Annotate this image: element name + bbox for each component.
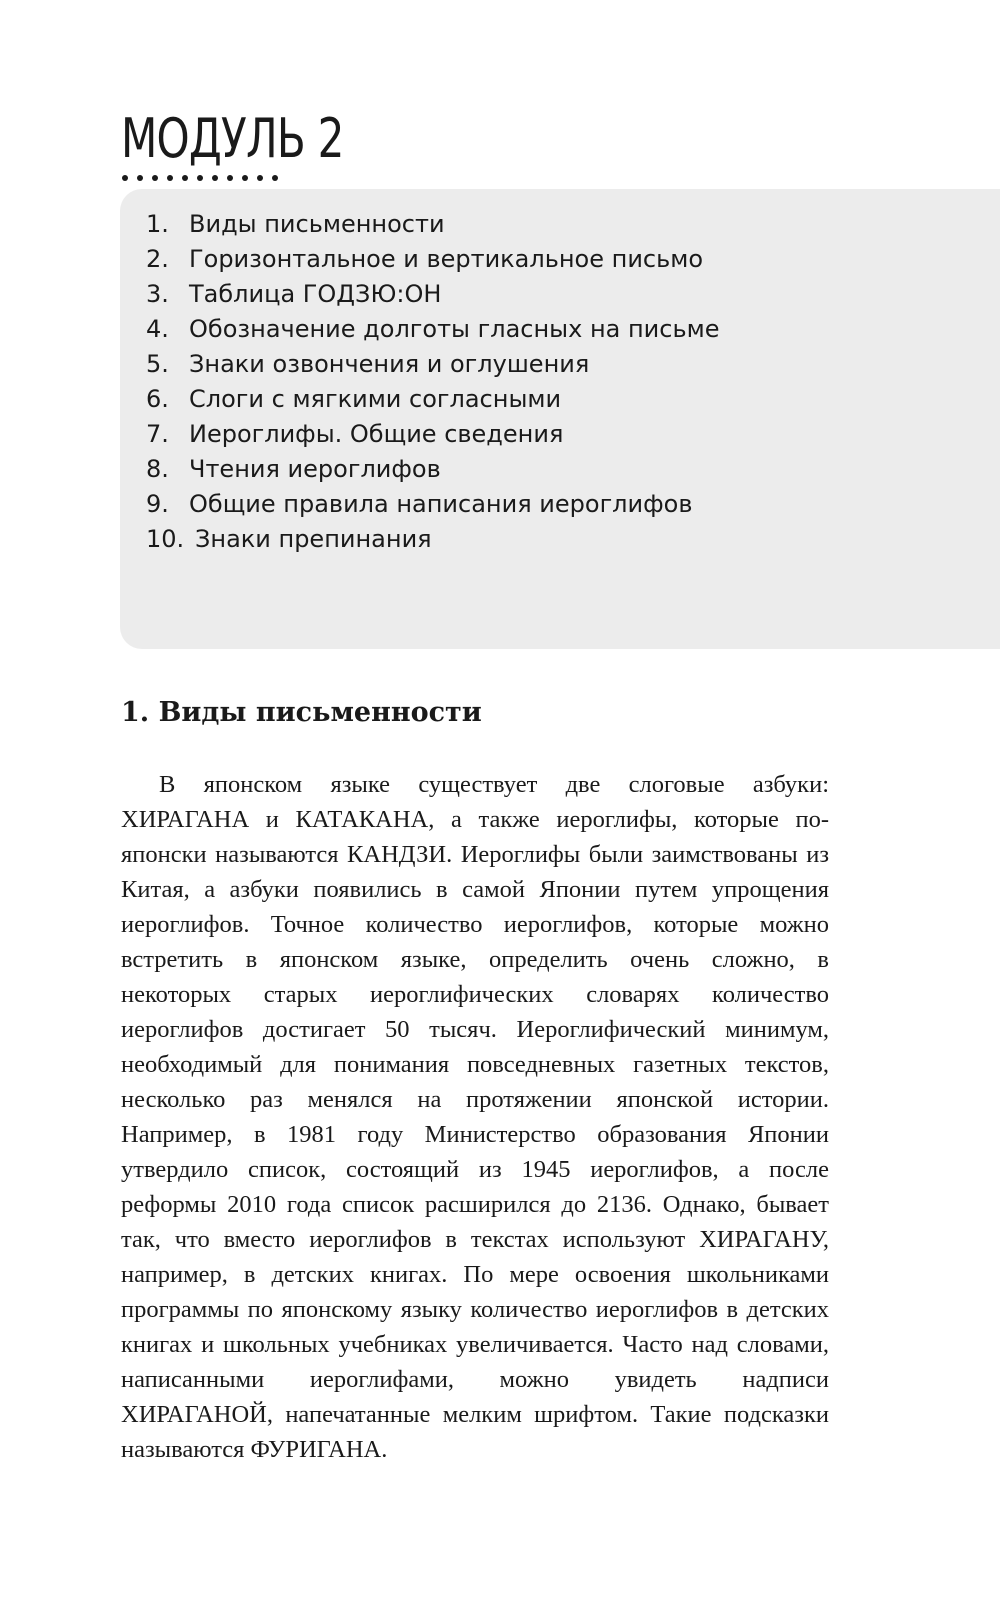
toc-item-number: 8. xyxy=(146,455,169,483)
toc-item-label: Горизонтальное и вертикальное письмо xyxy=(189,245,704,273)
toc-item xyxy=(146,382,719,417)
toc-item-number: 6. xyxy=(146,385,169,413)
divider-dot xyxy=(152,175,158,181)
body-paragraph: В японском языке существует две слоговые азбуки: ХИРАГАНА и КАТАКАНА, а также иероглифы, которые по-японски называются КАНДЗИ. Иероглифы были заимствованы из Китая, а азбуки появились в самой Японии путем упрощения иероглифов. Точное количество иероглифов, которые можно встретить в японском языке, определить очень сложно, в некоторых старых иероглифических словарях количество иероглифов достигает 50 тысяч. Иероглифический минимум, необходимый для понимания повседневных газетных текстов, несколько раз менялся на протяжении японской истории. Например, в 1981 году Министерство образования Японии утвердило список, состоящий из 1945 иероглифов, а после реформы 2010 года список расширился до 2136. Однако, бывает так, что вместо иероглифов в текстах используют ХИРАГАНУ, например, в детских книгах. По мере освоения школьниками программы по японскому языку количество иероглифов в детских книгах и школьных учебниках увеличивается. Часто над словами, написанными иероглифами, можно увидеть надписи ХИРАГАНОЙ, напечатанные мелким шрифтом. Такие подсказки называются ФУРИГАНА. xyxy=(121,771,829,1463)
toc-item-label: Чтения иероглифов xyxy=(189,455,441,483)
toc-item xyxy=(146,277,719,312)
toc-item-number: 4. xyxy=(146,315,169,343)
toc-item-label: Слоги с мягкими согласными xyxy=(189,385,562,413)
toc-item-number: 9. xyxy=(146,490,169,518)
divider-dot xyxy=(227,175,233,181)
toc-item xyxy=(146,347,719,382)
toc-item-label: Таблица ГОДЗЮ:ОН xyxy=(189,280,442,308)
toc-item-label: Обозначение долготы гласных на письме xyxy=(189,315,720,343)
toc-item-number: 5. xyxy=(146,350,169,378)
toc-item xyxy=(146,417,719,452)
toc-item xyxy=(146,242,719,277)
dotted-divider xyxy=(122,175,278,181)
divider-dot xyxy=(137,175,143,181)
toc-item xyxy=(146,487,719,522)
toc-item-number: 2. xyxy=(146,245,169,273)
divider-dot xyxy=(257,175,263,181)
module-title: МОДУЛЬ 2 xyxy=(121,107,344,170)
toc-item-number: 1. xyxy=(146,210,169,238)
divider-dot xyxy=(242,175,248,181)
toc-item xyxy=(146,207,719,242)
divider-dot xyxy=(212,175,218,181)
toc-item xyxy=(146,452,719,487)
toc-item-label: Знаки препинания xyxy=(195,525,432,553)
divider-dot xyxy=(167,175,173,181)
toc-item xyxy=(146,522,719,557)
toc-item-number: 10. xyxy=(146,525,185,553)
section-heading: 1. Виды письменности xyxy=(121,697,482,728)
divider-dot xyxy=(272,175,278,181)
toc-item-label: Общие правила написания иероглифов xyxy=(189,490,693,518)
toc-item-number: 7. xyxy=(146,420,169,448)
toc-item xyxy=(146,312,719,347)
toc-item-label: Иероглифы. Общие сведения xyxy=(189,420,564,448)
divider-dot xyxy=(182,175,188,181)
divider-dot xyxy=(122,175,128,181)
toc-item-label: Знаки озвончения и оглушения xyxy=(189,350,590,378)
toc-item-label: Виды письменности xyxy=(189,210,445,238)
toc-item-number: 3. xyxy=(146,280,169,308)
table-of-contents xyxy=(146,207,719,557)
divider-dot xyxy=(197,175,203,181)
